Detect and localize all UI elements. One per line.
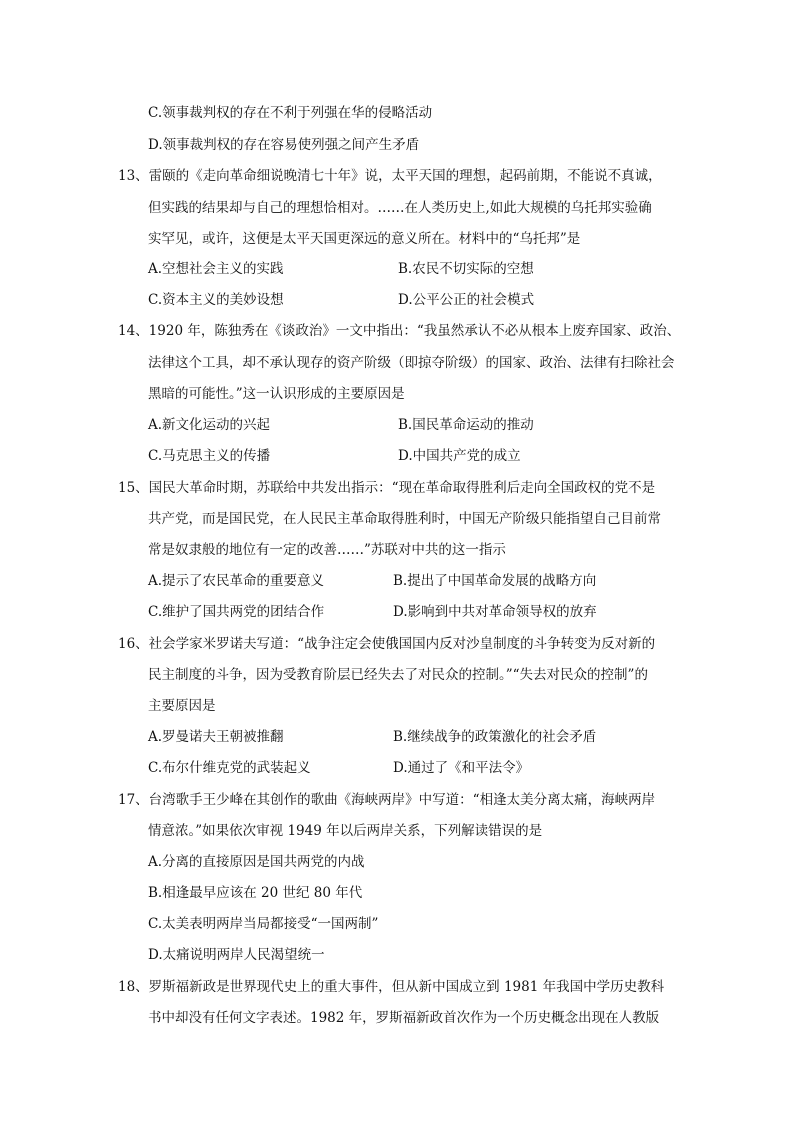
q17-option-a: A.分离的直接原因是国共两党的内战 <box>148 854 365 870</box>
q13-stem-line1: 13、雷颐的《走向革命细说晚清七十年》说，太平天国的理想，起码前期，不能说不真诚， <box>118 168 662 184</box>
q14-stem-line1: 14、1920 年，陈独秀在《谈政治》一文中指出：“我虽然承认不必从根本上废弃国家、政治、 <box>118 323 681 339</box>
q13-option-c: C.资本主义的美妙设想 <box>148 292 284 308</box>
q17-stem-line1: 17、台湾歌手王少峰在其创作的歌曲《海峡两岸》中写道：“相逢太美分离太痛，海峡两岸 <box>118 792 656 808</box>
q17-option-b: B.相逢最早应该在 20 世纪 80 年代 <box>148 885 363 901</box>
q16-option-c: C.布尔什维克党的武装起义 <box>148 760 311 776</box>
q14-stem-line2: 法律这个工具，却不承认现存的资产阶级（即掠夺阶级）的国家、政治、法律有扫除社会 <box>148 355 675 371</box>
q13-option-b: B.农民不切实际的空想 <box>398 261 534 277</box>
q15-option-d: D.影响到中共对革命领导权的放弃 <box>393 604 597 620</box>
q16-option-d: D.通过了《和平法令》 <box>393 760 530 776</box>
q16-stem-line1: 16、社会学家米罗诺夫写道：“战争注定会使俄国国内反对沙皇制度的斗争转变为反对新的 <box>118 636 656 652</box>
q13-option-d: D.公平公正的社会模式 <box>398 292 535 308</box>
q13-option-a: A.空想社会主义的实践 <box>148 261 284 277</box>
q13-stem-line2: 但实践的结果却与自己的理想恰相对。……在人类历史上,如此大规模的乌托邦实验确 <box>148 200 652 216</box>
q14-option-b: B.国民革命运动的推动 <box>398 417 534 433</box>
q17-stem-line2: 情意浓。”如果依次审视 1949 年以后两岸关系，下列解读错误的是 <box>148 823 543 839</box>
q15-option-a: A.提示了农民革命的重要意义 <box>148 573 325 589</box>
q12-option-d: D.领事裁判权的存在容易使列强之间产生矛盾 <box>148 137 420 153</box>
q16-option-a: A.罗曼诺夫王朝被推翻 <box>148 729 284 745</box>
q16-stem-line3: 主要原因是 <box>148 698 216 714</box>
q17-option-c: C.太美表明两岸当局都接受“一国两制” <box>148 916 379 932</box>
q12-option-c: C.领事裁判权的存在不利于列强在华的侵略活动 <box>148 105 433 121</box>
q15-stem-line3: 常是奴隶般的地位有一定的改善……”苏联对中共的这一指示 <box>148 542 506 558</box>
q17-option-d: D.太痛说明两岸人民渴望统一 <box>148 947 325 963</box>
q15-stem-line2: 共产党，而是国民党，在人民民主革命取得胜利时，中国无产阶级只能指望自己目前常 <box>148 511 661 527</box>
q14-option-c: C.马克思主义的传播 <box>148 448 271 464</box>
q18-stem-line2: 书中却没有任何文字表述。1982 年，罗斯福新政首次作为一个历史概念出现在人教版 <box>148 1010 660 1026</box>
q15-option-c: C.维护了国共两党的团结合作 <box>148 604 325 620</box>
q15-stem-line1: 15、国民大革命时期，苏联给中共发出指示：“现在革命取得胜利后走向全国政权的党不是 <box>118 480 656 496</box>
q14-option-a: A.新文化运动的兴起 <box>148 417 271 433</box>
q15-option-b: B.提出了中国革命发展的战略方向 <box>393 573 597 589</box>
q16-stem-line2: 民主制度的斗争，因为受教育阶层已经失去了对民众的控制。”“失去对民众的控制”的 <box>148 667 648 683</box>
q14-stem-line3: 黑暗的可能性。”这一认识形成的主要原因是 <box>148 386 405 402</box>
q16-option-b: B.继续战争的政策激化的社会矛盾 <box>393 729 597 745</box>
q13-stem-line3: 实罕见，或许，这便是太平天国更深远的意义所在。材料中的“乌托邦”是 <box>148 231 581 247</box>
q14-option-d: D.中国共产党的成立 <box>398 448 521 464</box>
q18-stem-line1: 18、罗斯福新政是世界现代史上的重大事件，但从新中国成立到 1981 年我国中学历史教科 <box>118 979 665 995</box>
